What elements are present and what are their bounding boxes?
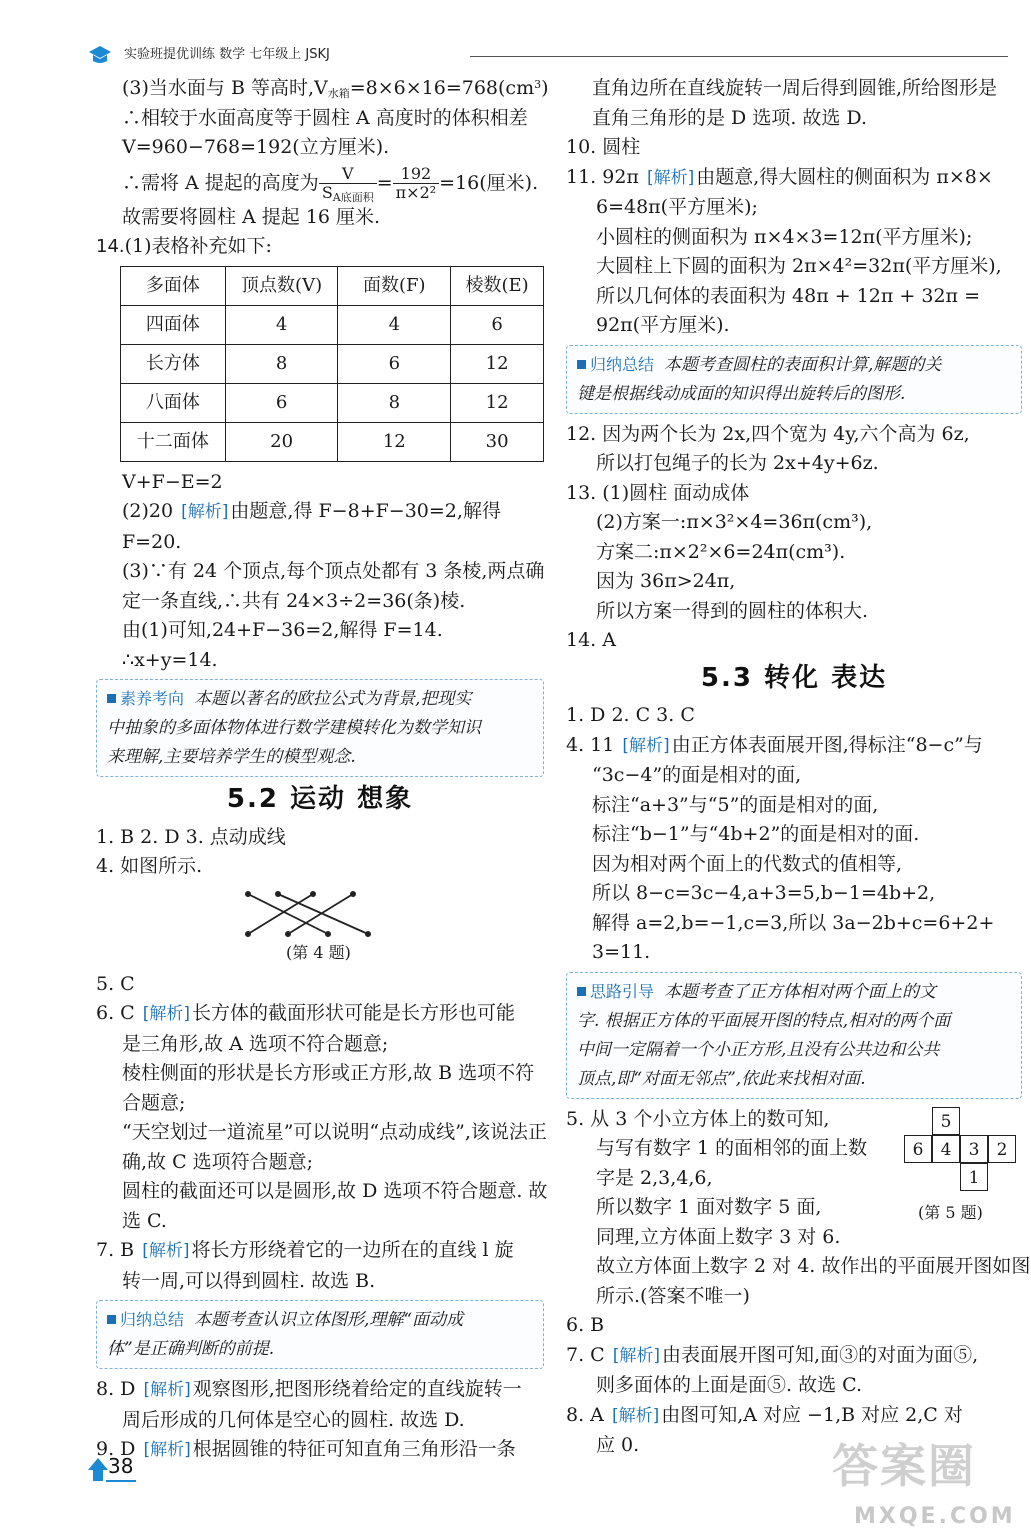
- answer-line: 8. A [ 解析 ] 由图可知,A 对应 −1,B 对应 2,C 对: [566, 1401, 1022, 1432]
- answer-line: 故立方体面上数字 2 对 4. 故作出的平面展开图如图: [596, 1255, 1031, 1277]
- table-row: [121, 422, 544, 461]
- answer-line: 字是 2,3,4,6,: [596, 1166, 713, 1189]
- answer-line: 所示.(答案不唯一): [596, 1284, 750, 1307]
- answer-line: 因为 36π>24π,: [596, 570, 736, 592]
- answer-line: 8. D [ 解析 ] 观察图形,把图形绕着给定的直线旋转一: [96, 1375, 544, 1406]
- answer-line: 合题意;: [122, 1091, 186, 1114]
- table-row: [121, 383, 544, 422]
- answer-line: 直角三角形的是 D 选项. 故选 D.: [592, 106, 868, 129]
- answer-line: 所以打包绳子的长为 2x+4y+6z.: [596, 452, 879, 474]
- table-cell: 6: [225, 383, 338, 422]
- table-header-cell: 多面体: [121, 266, 226, 305]
- analysis-tag: [ 解析 ]: [610, 1406, 661, 1426]
- table-cell: 20: [225, 422, 338, 461]
- answer-line: 6. B: [566, 1314, 605, 1336]
- net-cell: 1: [960, 1163, 988, 1191]
- answer-line: 定一条直线,∴共有 24×3÷2=36(条)棱.: [122, 589, 466, 612]
- table-cell: 12: [451, 344, 544, 383]
- table-cell: 四面体: [121, 305, 226, 344]
- answer-line: 故需要将圆柱 A 提起 16 厘米.: [122, 205, 381, 228]
- answer-line: 因为相对两个面上的代数式的值相等,: [592, 852, 903, 875]
- table-cell: 6: [338, 344, 451, 383]
- book-logo-icon: [88, 44, 112, 68]
- analysis-tag: [ 解析 ]: [140, 1241, 191, 1261]
- table-cell: 6: [451, 305, 544, 344]
- net-cell: 3: [960, 1135, 988, 1163]
- answer-line: (3)∵有 24 个顶点,每个顶点处都有 3 条棱,两点确: [122, 560, 545, 582]
- answer-line: 7. C [ 解析 ] 由表面展开图可知,面③的对面为面⑤,: [566, 1341, 1022, 1372]
- answer-line: (3)当水面与 B 等高时$,V_{水箱}=8\times 6\times 16=768(cm^3)$: [122, 77, 549, 100]
- net-cell: 4: [932, 1135, 960, 1163]
- answer-line: 方案二:π×2²×6=24π(cm³).: [596, 540, 846, 563]
- table-header-cell: 棱数(E): [451, 266, 544, 305]
- answer-line: (2)方案一:π×3²×4=36π(cm³),: [596, 511, 873, 533]
- answer-line: 则多面体的上面是面⑤. 故选 C.: [596, 1374, 863, 1396]
- answer-line-fraction: ∴需将 A 提起的高度为 $\frac{V}{S_{A底面积}}$ = $\frac{192}{\text{π×2²}}$ =16(厘米).: [122, 164, 539, 204]
- answer-line: 解得 a=2,b=−1,c=3,所以 3a−2b+c=6+2+: [592, 911, 995, 934]
- note-title: 归纳总结: [577, 350, 654, 379]
- header-rule: [470, 56, 1008, 57]
- answer-line: 转一周,可以得到圆柱. 故选 B.: [122, 1269, 376, 1292]
- table-cell: 长方体: [121, 344, 226, 383]
- summary-note-box: 归纳总结 本题考查认识立体图形,理解“面动成 体”是正确判断的前提.: [96, 1300, 544, 1369]
- answer-line: 所以数字 1 面对数字 5 面,: [596, 1196, 822, 1218]
- answer-line: 11. 92π [ 解析 ] 由题意,得大圆柱的侧面积为 π×8×: [566, 163, 1022, 194]
- fraction: $\frac{192}{\text{π×2²}}$: [393, 165, 440, 202]
- answer-line: 是三角形,故 A 选项不符合题意;: [122, 1032, 389, 1055]
- table-cell: 12: [451, 383, 544, 422]
- section-title-5-3: 5.3 转化 表达: [700, 662, 888, 693]
- answer-line: 10. 圆柱: [566, 136, 641, 158]
- right-column: [566, 74, 1031, 1461]
- analysis-tag: [ 解析 ]: [611, 1346, 662, 1366]
- section-title-5-2: 5.2 运动 想象: [226, 784, 414, 814]
- analysis-tag: [ 解析 ]: [620, 736, 671, 756]
- page-header: [88, 44, 1008, 68]
- answer-line: 确,故 C 选项符合题意;: [122, 1150, 314, 1173]
- note-title: 归纳总结: [107, 1305, 184, 1334]
- table-cell: 十二面体: [121, 422, 226, 461]
- polyhedron-table: [120, 266, 544, 462]
- answer-line: 与写有数字 1 的面相邻的面上数: [596, 1137, 868, 1159]
- table-cell: 8: [225, 344, 338, 383]
- fraction: $\frac{V}{S_{A底面积}}$: [319, 165, 377, 202]
- answer-line: 所以几何体的表面积为 48π + 12π + 32π =: [596, 284, 980, 307]
- answer-line: (2)20 [ 解析 ] 由题意,得 F−8+F−30=2,解得: [96, 497, 544, 528]
- table-cell: 8: [338, 383, 451, 422]
- page-number: 38: [88, 1452, 136, 1486]
- answer-line: 13. (1)圆柱 面动成体: [566, 481, 750, 504]
- answer-line: 5. 从 3 个小立方体上的数可知,: [566, 1107, 830, 1130]
- thinking-guide-box: 思路引导 本题考查了正方体相对两个面上的文 字. 根据正方体的平面展开图的特点,相对的两个面 中间一定隔着一个小正方形,且没有公共边和公共 顶点,即“对面无邻点”,依此来找相对面.: [566, 972, 1022, 1099]
- left-column: [96, 74, 549, 1466]
- answer-line: 直角边所在直线旋转一周后得到圆锥,所给图形是: [592, 77, 998, 99]
- answer-line: 4. 11 [ 解析 ] 由正方体表面展开图,得标注“8−c”与: [566, 731, 1022, 762]
- note-title: 思路引导: [577, 977, 654, 1006]
- answer-line: 应 0.: [596, 1434, 640, 1456]
- figure-caption: (第 5 题): [918, 1202, 983, 1222]
- answer-line: “3c−4”的面是相对的面,: [592, 764, 802, 786]
- question-5-block: [566, 1105, 1022, 1223]
- answer-line: 1. B 2. D 3. 点动成线: [96, 825, 286, 848]
- answer-line: 大圆柱上下圆的面积为 2π×4²=32π(平方厘米),: [596, 255, 1002, 277]
- answer-line: 14. A: [566, 629, 616, 651]
- answer-line: 5. C: [96, 972, 135, 995]
- analysis-tag: [ 解析 ]: [141, 1004, 192, 1024]
- answer-line: 9. D [ 解析 ] 根据圆锥的特征可知直角三角形沿一条: [96, 1435, 544, 1466]
- cube-net-figure: [902, 1105, 1022, 1225]
- figure-question-4: [96, 886, 544, 966]
- answer-line: 选 C.: [122, 1209, 167, 1232]
- net-cell: 5: [932, 1107, 960, 1135]
- answer-line: 92π(平方厘米).: [596, 314, 730, 336]
- answer-line: 周后形成的几何体是空心的圆柱. 故选 D.: [122, 1408, 465, 1431]
- answer-line: 6. C [ 解析 ] 长方体的截面形状可能是长方形也可能: [96, 999, 544, 1030]
- answer-line: 小圆柱的侧面积为 π×4×3=12π(平方厘米);: [596, 225, 973, 248]
- answer-line: 1. D 2. C 3. C: [566, 704, 695, 726]
- table-cell: 30: [451, 422, 544, 461]
- answer-line: 同理,立方体面上数字 3 对 6.: [596, 1225, 841, 1248]
- table-cell: 4: [338, 305, 451, 344]
- summary-note-box: 归纳总结 本题考查圆柱的表面积计算,解题的关 键是根据线动成面的知识得出旋转后的图形.: [566, 345, 1022, 414]
- answer-line: 棱柱侧面的形状是长方形或正方形,故 B 选项不符: [122, 1062, 535, 1084]
- answer-line: 圆柱的截面还可以是圆形,故 D 选项不符合题意. 故: [122, 1180, 548, 1202]
- answer-line: 所以方案一得到的圆柱的体积大.: [596, 599, 869, 622]
- table-header-cell: 顶点数(V): [225, 266, 338, 305]
- answer-line: 所以 8−c=3c−4,a+3=5,b−1=4b+2,: [592, 882, 936, 904]
- table-header-row: [121, 266, 544, 305]
- table-cell: 12: [338, 422, 451, 461]
- net-cell: 6: [904, 1135, 932, 1163]
- table-row: [121, 305, 544, 344]
- analysis-tag: [ 解析 ]: [141, 1440, 192, 1460]
- watermark-logo: 答案圈 MXQE.COM: [832, 1439, 1016, 1529]
- answer-line: 4. 如图所示.: [96, 855, 203, 877]
- net-cell: 2: [988, 1135, 1016, 1163]
- table-row: [121, 344, 544, 383]
- answer-line: 6=48π(平方厘米);: [596, 196, 758, 218]
- answer-line: “天空划过一道流星”可以说明“点动成线”,该说法正: [122, 1121, 547, 1143]
- table-header-cell: 面数(F): [338, 266, 451, 305]
- answer-line: 标注“b−1”与“4b+2”的面是相对的面.: [592, 823, 920, 845]
- crossing-lines-diagram: [238, 886, 378, 946]
- answer-line: V=960−768=192(立方厘米).: [122, 136, 390, 158]
- note-title: 素养考向: [107, 684, 184, 713]
- literacy-note-box: 素养考向 本题以著名的欧拉公式为背景,把现实 中抽象的多面体物体进行数学建模转化为数学知识 来理解,主要培养学生的模型观念.: [96, 679, 544, 777]
- analysis-tag: [ 解析 ]: [645, 168, 696, 188]
- answer-line: 3=11.: [592, 941, 651, 963]
- figure-caption: (第 4 题): [286, 942, 351, 962]
- answer-line: 7. B [ 解析 ] 将长方形绕着它的一边所在的直线 l 旋: [96, 1236, 544, 1267]
- answer-line: ∴相较于水面高度等于圆柱 A 高度时的体积相差: [122, 106, 528, 129]
- answer-line: F=20.: [122, 530, 182, 553]
- answer-line: 由(1)可知,24+F−36=2,解得 F=14.: [122, 619, 443, 641]
- question-14: 14.(1)表格补充如下:: [96, 235, 272, 257]
- answer-line: 12. 因为两个长为 2x,四个宽为 4y,六个高为 6z,: [566, 422, 970, 445]
- table-cell: 4: [225, 305, 338, 344]
- header-title: 实验班提优训练 数学 七年级上 JSKJ: [124, 47, 330, 62]
- analysis-tag: [ 解析 ]: [179, 502, 230, 522]
- answer-line: V+F−E=2: [122, 470, 223, 493]
- analysis-tag: [ 解析 ]: [141, 1380, 192, 1400]
- table-cell: 八面体: [121, 383, 226, 422]
- answer-line: 标注“a+3”与“5”的面是相对的面,: [592, 793, 879, 816]
- answer-line: ∴x+y=14.: [122, 648, 218, 671]
